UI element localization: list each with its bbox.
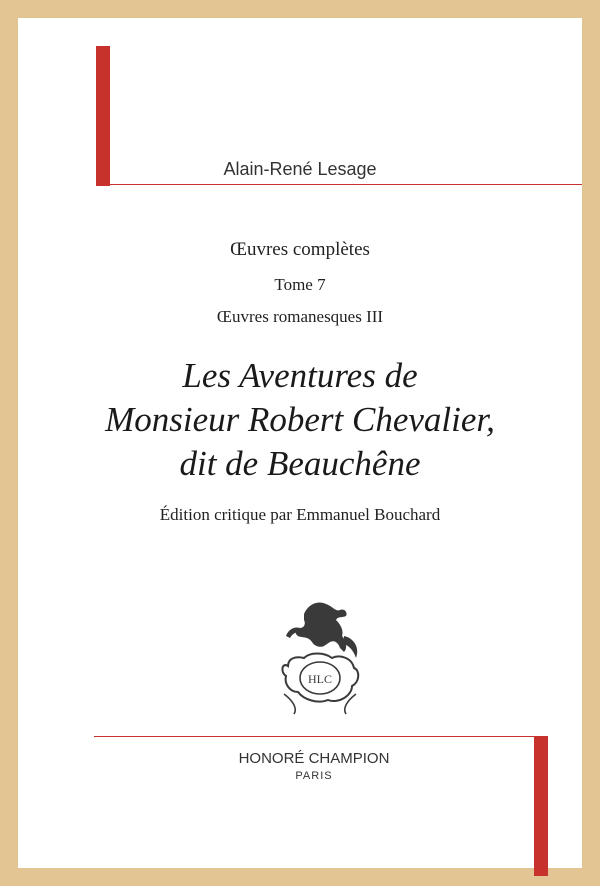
book-title-line: Monsieur Robert Chevalier, bbox=[105, 400, 495, 439]
bottom-red-rule bbox=[94, 736, 534, 737]
author-name: Alain-René Lesage bbox=[223, 159, 377, 179]
publisher-city: PARIS bbox=[295, 770, 333, 782]
top-red-rule bbox=[110, 184, 582, 185]
book-title-line: Les Aventures de bbox=[182, 356, 418, 395]
bottom-red-bar bbox=[534, 736, 548, 876]
book-title-line: dit de Beauchêne bbox=[179, 444, 421, 483]
editor-credit: Édition critique par Emmanuel Bouchard bbox=[159, 505, 441, 524]
book-title bbox=[18, 354, 582, 486]
subseries-title: Œuvres romanesques III bbox=[216, 307, 384, 326]
publisher-name: HONORÉ CHAMPION bbox=[238, 750, 390, 767]
horse-emblem-icon bbox=[274, 596, 366, 718]
tome-number: Tome 7 bbox=[274, 275, 326, 294]
book-cover bbox=[18, 18, 582, 868]
series-title: Œuvres complètes bbox=[230, 239, 370, 260]
logo-monogram: HLC bbox=[308, 672, 332, 686]
